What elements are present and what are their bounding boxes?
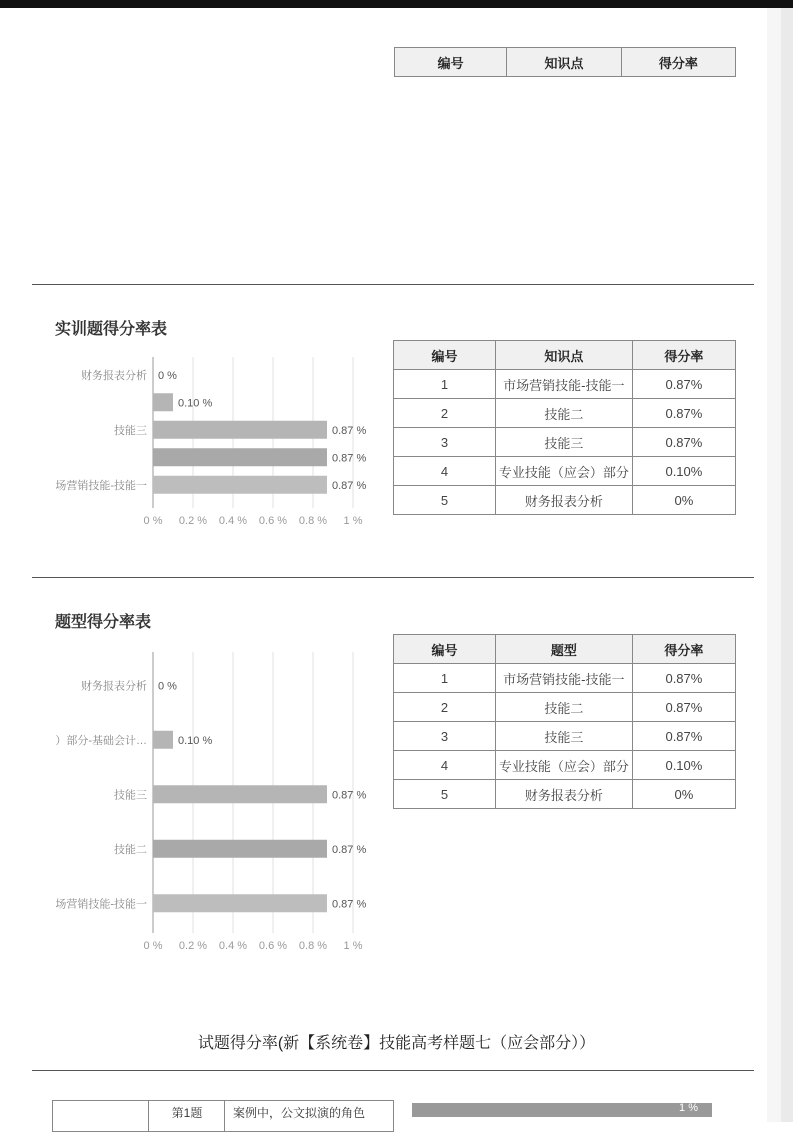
- section-divider: [32, 284, 754, 285]
- table-row: [394, 722, 736, 751]
- bar-value-label: 0.87 %: [332, 424, 367, 437]
- cell-number: 1: [394, 370, 496, 399]
- col-header-knowledge: 知识点: [507, 48, 621, 77]
- cell-number: 4: [394, 751, 496, 780]
- x-tick-label: 0 %: [143, 940, 163, 952]
- cell-rate: 0.87%: [632, 399, 735, 428]
- bar: [153, 731, 173, 749]
- fragment-bar-label: 1 %: [679, 1102, 698, 1114]
- cell-type: 技能二: [495, 693, 632, 722]
- cell-type: 财务报表分析: [495, 780, 632, 809]
- section1-table: [393, 340, 736, 515]
- bar: [153, 421, 327, 439]
- bar-value-label: 0.10 %: [178, 397, 213, 410]
- table-row: [394, 457, 736, 486]
- bar-value-label: 0 %: [158, 680, 177, 693]
- bottom-fragment-bar: [412, 1103, 712, 1117]
- cell-knowledge: 财务报表分析: [495, 486, 632, 515]
- table-row: [394, 780, 736, 809]
- table-row: [394, 399, 736, 428]
- cell-rate: 0.10%: [632, 751, 735, 780]
- bar-value-label: 0.87 %: [332, 452, 367, 465]
- x-tick-label: 0.8 %: [298, 515, 328, 527]
- x-tick-label: 0 %: [143, 515, 163, 527]
- bar: [153, 393, 173, 411]
- bar: [153, 894, 327, 912]
- section1-title: 实训题得分率表: [55, 321, 168, 338]
- section-divider: [32, 1070, 754, 1071]
- col-header-rate: 得分率: [632, 635, 735, 664]
- bar-value-label: 0.87 %: [332, 843, 367, 856]
- table-header-row: [395, 48, 736, 77]
- col-header-knowledge: 知识点: [495, 341, 632, 370]
- x-tick-label: 0.2 %: [178, 940, 208, 952]
- cell-rate: 0.87%: [632, 370, 735, 399]
- cell-rate: 0.87%: [632, 722, 735, 751]
- y-category-label: 场营销技能-技能一: [55, 479, 147, 492]
- bar: [153, 448, 327, 466]
- cell-knowledge: 技能二: [495, 399, 632, 428]
- bar-value-label: 0.87 %: [332, 898, 367, 911]
- cell-number: 3: [394, 428, 496, 457]
- page-caption: 试题得分率(新【系统卷】技能高考样题七（应会部分））: [197, 1035, 596, 1052]
- fragment-cell-question: 第1题: [148, 1101, 225, 1131]
- bar: [153, 785, 327, 803]
- cell-type: 市场营销技能-技能一: [495, 664, 632, 693]
- bar-value-label: 0 %: [158, 369, 177, 382]
- y-category-label: 技能三: [114, 789, 147, 802]
- cell-rate: 0.87%: [632, 428, 735, 457]
- section2-bar-chart: [30, 650, 380, 955]
- table-row: [394, 486, 736, 515]
- bottom-fragment-table: [52, 1100, 394, 1132]
- col-header-type: 题型: [495, 635, 632, 664]
- cell-rate: 0.87%: [632, 664, 735, 693]
- scan-right-edge: [781, 8, 793, 1122]
- fragment-cell-description: 案例中，公文拟演的角色: [224, 1101, 401, 1131]
- table-header-row: [394, 341, 736, 370]
- col-header-rate: 得分率: [621, 48, 735, 77]
- section2-title: 题型得分率表: [55, 614, 152, 631]
- table-row: [394, 428, 736, 457]
- table-row: [394, 370, 736, 399]
- y-category-label: 技能二: [114, 843, 147, 856]
- cell-knowledge: 市场营销技能-技能一: [495, 370, 632, 399]
- table-row: [394, 693, 736, 722]
- section1-bar-chart: [30, 355, 380, 530]
- bar-value-label: 0.87 %: [332, 789, 367, 802]
- col-header-rate: 得分率: [632, 341, 735, 370]
- x-tick-label: 0.6 %: [258, 940, 288, 952]
- section-divider: [32, 577, 754, 578]
- cell-type: 专业技能（应会）部分: [495, 751, 632, 780]
- cell-number: 2: [394, 693, 496, 722]
- cell-rate: 0%: [632, 486, 735, 515]
- table-row: [394, 664, 736, 693]
- y-category-label: ）部分-基础会计…: [55, 734, 147, 747]
- y-category-label: 财务报表分析: [81, 680, 147, 693]
- cell-rate: 0.10%: [632, 457, 735, 486]
- cell-number: 1: [394, 664, 496, 693]
- bar-value-label: 0.10 %: [178, 734, 213, 747]
- table-header-row: [394, 635, 736, 664]
- scan-top-edge: [0, 0, 793, 8]
- x-tick-label: 1 %: [343, 940, 363, 952]
- cell-type: 技能三: [495, 722, 632, 751]
- table-row: [394, 751, 736, 780]
- cell-number: 2: [394, 399, 496, 428]
- top-header-table: [394, 47, 736, 77]
- x-tick-label: 0.8 %: [298, 940, 328, 952]
- col-header-number: 编号: [395, 48, 507, 77]
- x-tick-label: 1 %: [343, 515, 363, 527]
- bar: [153, 840, 327, 858]
- cell-number: 5: [394, 780, 496, 809]
- cell-rate: 0%: [632, 780, 735, 809]
- cell-rate: 0.87%: [632, 693, 735, 722]
- y-category-label: 财务报表分析: [81, 369, 147, 382]
- scan-right-edge-inner: [767, 8, 781, 1122]
- x-tick-label: 0.2 %: [178, 515, 208, 527]
- bar: [153, 476, 327, 494]
- cell-knowledge: 专业技能（应会）部分: [495, 457, 632, 486]
- cell-number: 3: [394, 722, 496, 751]
- y-category-label: 场营销技能-技能一: [55, 898, 147, 911]
- cell-number: 5: [394, 486, 496, 515]
- cell-number: 4: [394, 457, 496, 486]
- col-header-number: 编号: [394, 341, 496, 370]
- x-tick-label: 0.4 %: [218, 940, 248, 952]
- x-tick-label: 0.4 %: [218, 515, 248, 527]
- x-tick-label: 0.6 %: [258, 515, 288, 527]
- col-header-number: 编号: [394, 635, 496, 664]
- bar-value-label: 0.87 %: [332, 479, 367, 492]
- section2-table: [393, 634, 736, 809]
- y-category-label: 技能三: [114, 424, 147, 437]
- cell-knowledge: 技能三: [495, 428, 632, 457]
